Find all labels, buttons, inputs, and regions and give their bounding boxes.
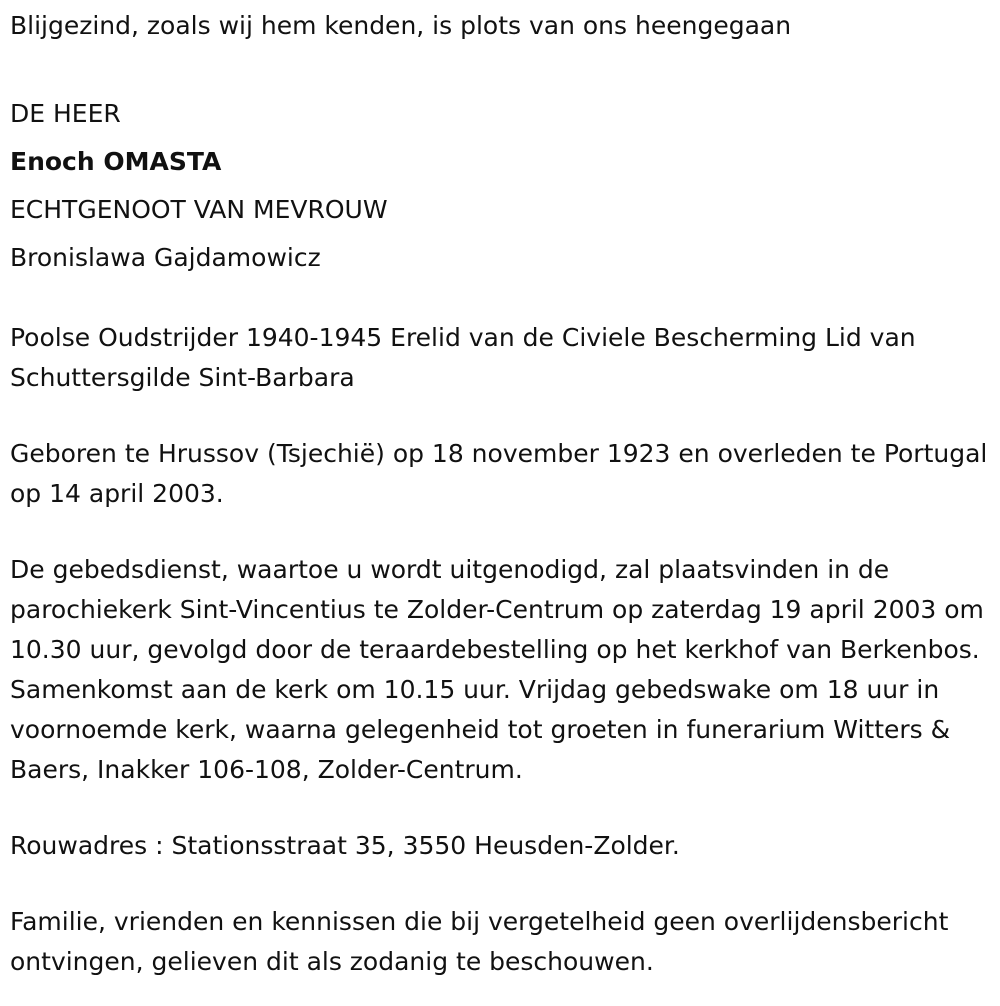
- service-paragraph: De gebedsdienst, waartoe u wordt uitgenodigd, zal plaatsvinden in de parochiekerk Sint-Vincentius te Zolder-Centrum op zaterdag 19 april 2003 om 10.30 uur, gevolgd door de teraardebestelling op het kerkhof van Berkenbos. Samenkomst aan de kerk om 10.15 uur. Vrijdag gebedswake om 18 uur in voornoemde kerk, waarna gelegenheid tot groeten in funerarium Witters & Baers, Inakker 106-108, Zolder-Centrum.: [10, 555, 984, 784]
- roles-paragraph: Poolse Oudstrijder 1940-1945 Erelid van de Civiele Bescherming Lid van Schuttersgilde Sint-Barbara: [10, 323, 916, 392]
- birth-death-paragraph: Geboren te Hrussov (Tsjechië) op 18 november 1923 en overleden te Portugal op 14 april 2003.: [10, 439, 988, 508]
- spouse-label: ECHTGENOOT VAN MEVROUW: [10, 195, 388, 224]
- spouse-name: Bronislawa Gajdamowicz: [10, 243, 321, 272]
- address-paragraph: Rouwadres : Stationsstraat 35, 3550 Heusden-Zolder.: [10, 831, 680, 860]
- honorific-title: DE HEER: [10, 99, 121, 128]
- deceased-name: Enoch OMASTA: [10, 147, 222, 176]
- intro-text: Blijgezind, zoals wij hem kenden, is plots van ons heengegaan: [10, 11, 792, 40]
- closing-paragraph: Familie, vrienden en kennissen die bij vergetelheid geen overlijdensbericht ontvingen, gelieven dit als zodanig te beschouwen.: [10, 907, 949, 976]
